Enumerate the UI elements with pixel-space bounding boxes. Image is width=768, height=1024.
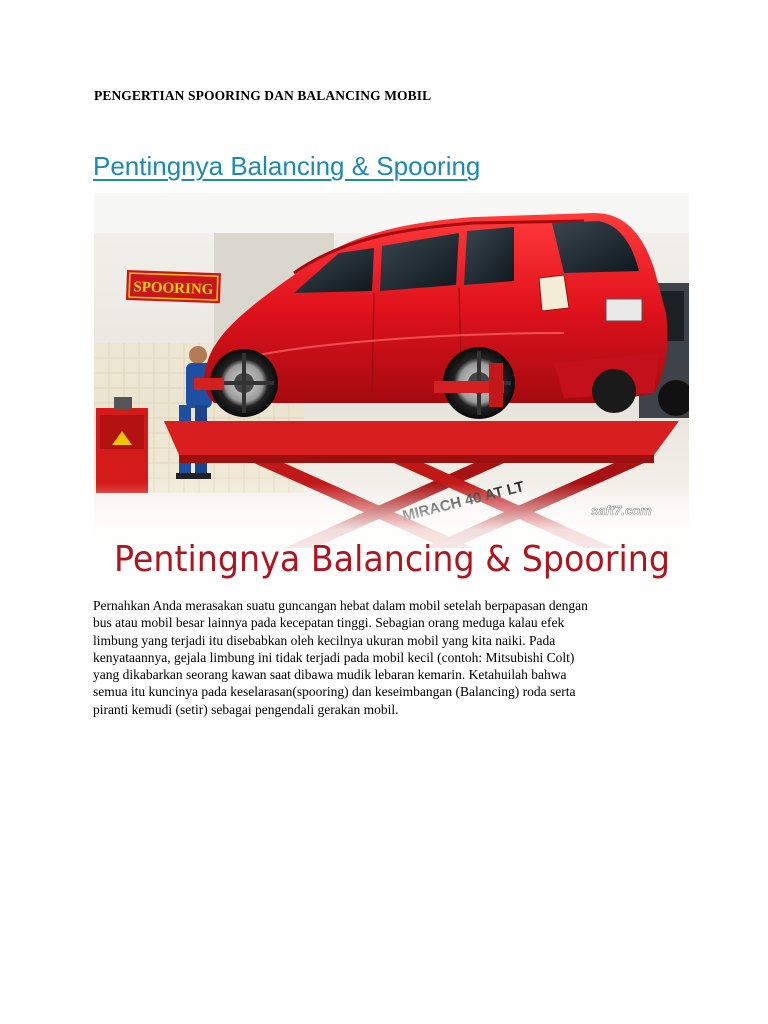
article-body bbox=[93, 597, 683, 718]
body-line: piranti kemudi (setir) sebagai pengendali gerakan mobil. bbox=[93, 701, 399, 717]
article-image bbox=[94, 193, 689, 586]
far-wheel bbox=[592, 369, 636, 413]
body-line: Pernahkan Anda merasakan suatu guncangan hebat dalam mobil setelah berpapasan dengan bbox=[93, 598, 588, 613]
article-title-link[interactable]: Pentingnya Balancing & Spooring bbox=[93, 151, 481, 181]
body-line: semua itu kuncinya pada keselarasan(spooring) dan keseimbangan (Balancing) roda serta bbox=[93, 684, 576, 700]
document-heading: PENGERTIAN SPOORING DAN BALANCING MOBIL bbox=[94, 88, 432, 103]
body-line: kenyataannya, gejala limbung ini tidak terjadi pada mobil kecil (contoh: Mitsubishi Colt) bbox=[93, 649, 575, 665]
body-line: yang dikabarkan seorang kawan saat dibawa mudik lebaran kemarin. Ketahuilah bahwa bbox=[93, 667, 567, 683]
image-caption: Pentingnya Balancing & Spooring bbox=[114, 539, 670, 580]
equipment-cabinet bbox=[96, 397, 148, 493]
spooring-sign bbox=[126, 270, 221, 303]
body-line: limbung yang terjadi itu disebabkan oleh kecilnya ukuran mobil yang kita naiki. Pada bbox=[93, 632, 556, 648]
body-line: bus atau mobil besar lainnya pada kecepatan tinggi. Sebagian orang meduga kalau efek bbox=[93, 615, 565, 631]
article-photo bbox=[94, 193, 689, 586]
spooring-sign-text: SPOORING bbox=[133, 279, 214, 299]
